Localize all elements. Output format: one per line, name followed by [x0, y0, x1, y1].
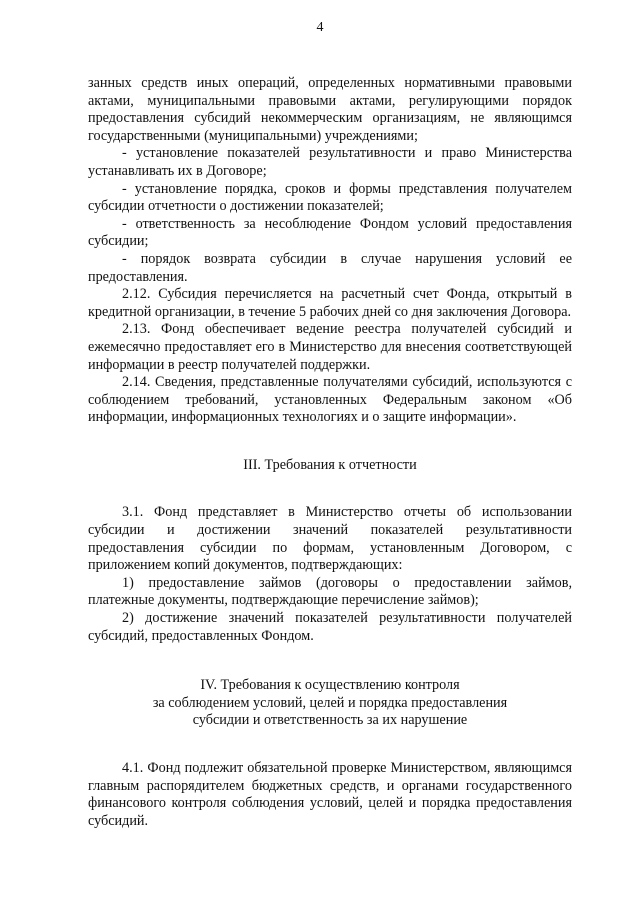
document-body — [88, 75, 572, 830]
list-item-performance-indicators: - установление показателей результативности и право Министерства устанавливать их в Договоре; — [88, 145, 572, 179]
list-item-fund-responsibility: - ответственность за несоблюдение Фондом условий предоставления субсидии; — [88, 215, 572, 250]
list-item-loans: 1) предоставление займов (договоры о предоставлении займов, платежные документы, подтверждающие перечисление займов); — [88, 574, 572, 609]
section-3-heading: III. Требования к отчетности — [243, 456, 417, 473]
section-4-heading-line-1: IV. Требования к осуществлению контроля — [200, 677, 460, 694]
section-4-heading — [88, 677, 572, 730]
clause-2-13: 2.13. Фонд обеспечивает ведение реестра получателей субсидий и ежемесячно предоставляет его в Министерство для внесения соответствующей информации в реестр получателей поддержки. — [88, 321, 572, 373]
paragraph-continuation: занных средств иных операций, определенных нормативными правовыми актами, муниципальными правовыми актами, регулирующими порядок предоставления субсидий некоммерческим организациям, не являющимся государственными (муниципальными) учреждениями; — [88, 75, 572, 144]
section-4-heading-line-3: субсидии и ответственность за их нарушение — [192, 712, 468, 729]
page-number: 4 — [316, 20, 324, 35]
list-item-reporting-procedure: - установление порядка, сроков и формы представления получателем субсидии отчетности о достижении показателей; — [88, 180, 572, 215]
clause-4-1: 4.1. Фонд подлежит обязательной проверке Министерством, являющимся главным распорядителем бюджетных средств, и органами государственного финансового контроля соблюдения условий, целей и порядка предоставления субсидий. — [88, 760, 572, 829]
clause-2-12: 2.12. Субсидия перечисляется на расчетный счет Фонда, открытый в кредитной организации, в течение 5 рабочих дней со дня заключения Договора. — [88, 286, 572, 320]
list-item-indicators: 2) достижение значений показателей результативности получателей субсидий, предоставленных Фондом. — [88, 610, 572, 644]
clause-2-14: 2.14. Сведения, представленные получателями субсидий, используются с соблюдением требований, установленных Федеральным законом «Об информации, информационных технологиях и о защите информации». — [88, 374, 572, 426]
section-4-heading-line-2: за соблюдением условий, целей и порядка предоставления — [152, 694, 508, 711]
clause-3-1: 3.1. Фонд представляет в Министерство отчеты об использовании субсидии и достижении значений показателей результативности предоставления субсидии по формам, установленным Договором, с приложением копий документов, подтверждающих: — [88, 504, 572, 574]
list-item-subsidy-return: - порядок возврата субсидии в случае нарушения условий ее предоставления. — [88, 250, 572, 285]
